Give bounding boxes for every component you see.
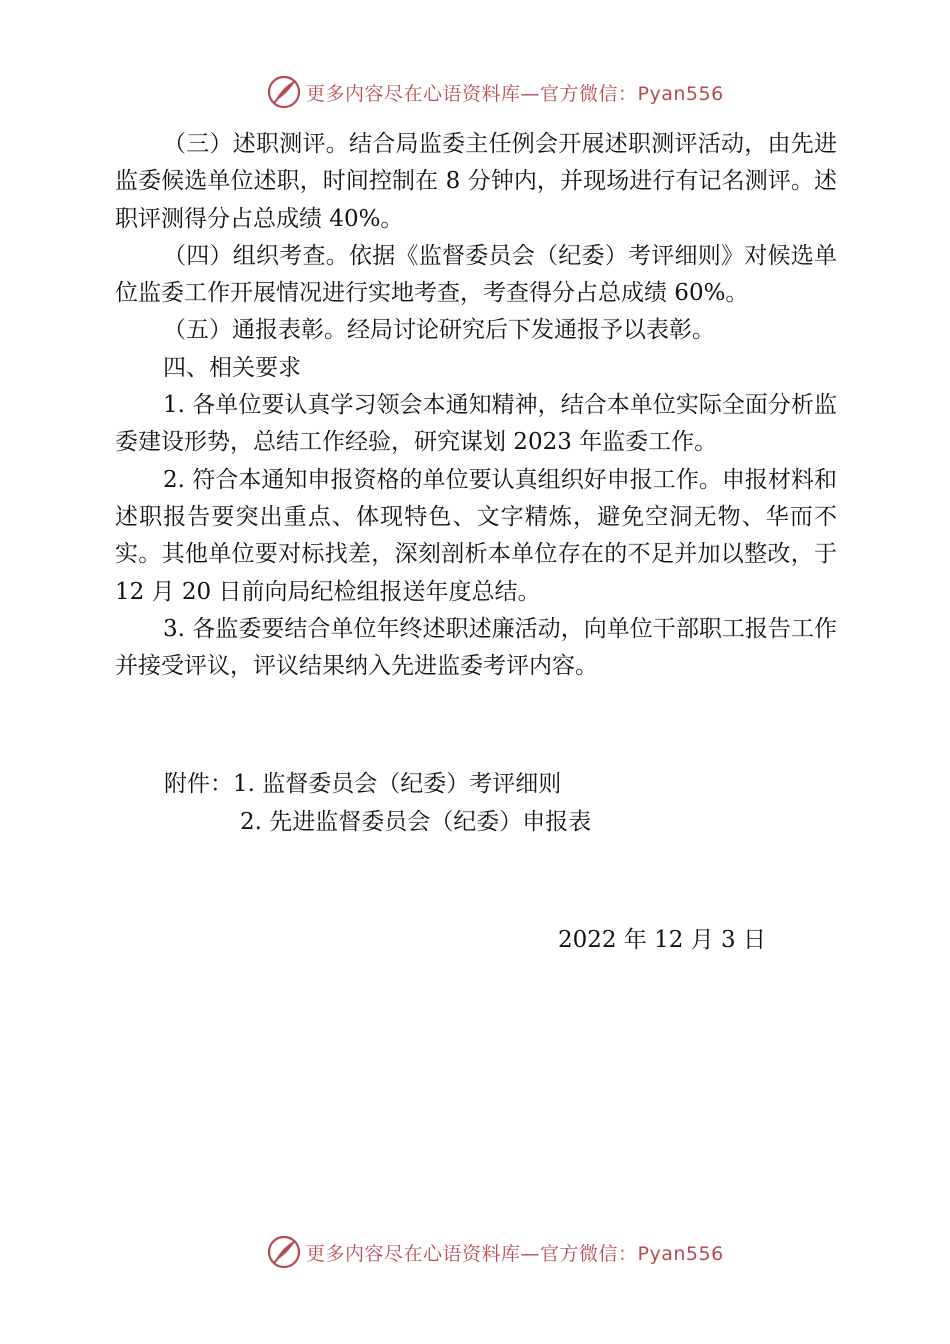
requirement-item-1: 1. 各单位要认真学习领会本通知精神，结合本单位实际全面分析监委建设形势，总结工作经验，研究谋划 2023 年监委工作。 — [115, 392, 837, 456]
watermark-header — [266, 72, 724, 112]
body-text — [115, 126, 837, 685]
paragraph-review: （三）述职测评。结合局监委主任例会开展述职测评活动，由先进监委候选单位述职，时间控制在 8 分钟内，并现场进行有记名测评。述职评测得分占总成绩 40%。 — [115, 131, 837, 232]
requirement-item-3: 3. 各监委要结合单位年终述职述廉活动，向单位干部职工报告工作并接受评议，评议结果纳入先进监委考评内容。 — [115, 615, 837, 680]
attachment-line-2: 2. 先进监督委员会（纪委）申报表 — [240, 809, 592, 835]
watermark-text: 更多内容尽在心语资料库—官方微信：Pyan556 — [306, 82, 724, 105]
document-date: 2022 年 12 月 3 日 — [558, 927, 766, 953]
section-heading-requirements: 四、相关要求 — [163, 354, 301, 381]
feather-circle-icon — [266, 1234, 302, 1270]
paragraph-inspection: （四）组织考查。依据《监督委员会（纪委）考评细则》对候选单位监委工作开展情况进行实地考查，考查得分占总成绩 60%。 — [115, 242, 837, 307]
attachment-line-1: 附件：1. 监督委员会（纪委）考评细则 — [164, 771, 562, 797]
watermark-text: 更多内容尽在心语资料库—官方微信：Pyan556 — [306, 1242, 724, 1265]
paragraph-commendation: （五）通报表彰。经局讨论研究后下发通报予以表彰。 — [163, 317, 715, 344]
feather-circle-icon — [266, 74, 302, 110]
watermark-footer — [266, 1232, 724, 1272]
requirement-item-2: 2. 符合本通知申报资格的单位要认真组织好申报工作。申报材料和述职报告要突出重点、体现特色、文字精炼，避免空洞无物、华而不实。其他单位要对标找差，深刻剖析本单位存在的不足并加以整改，于 12 月 20 日前向局纪检组报送年度总结。 — [115, 466, 837, 605]
